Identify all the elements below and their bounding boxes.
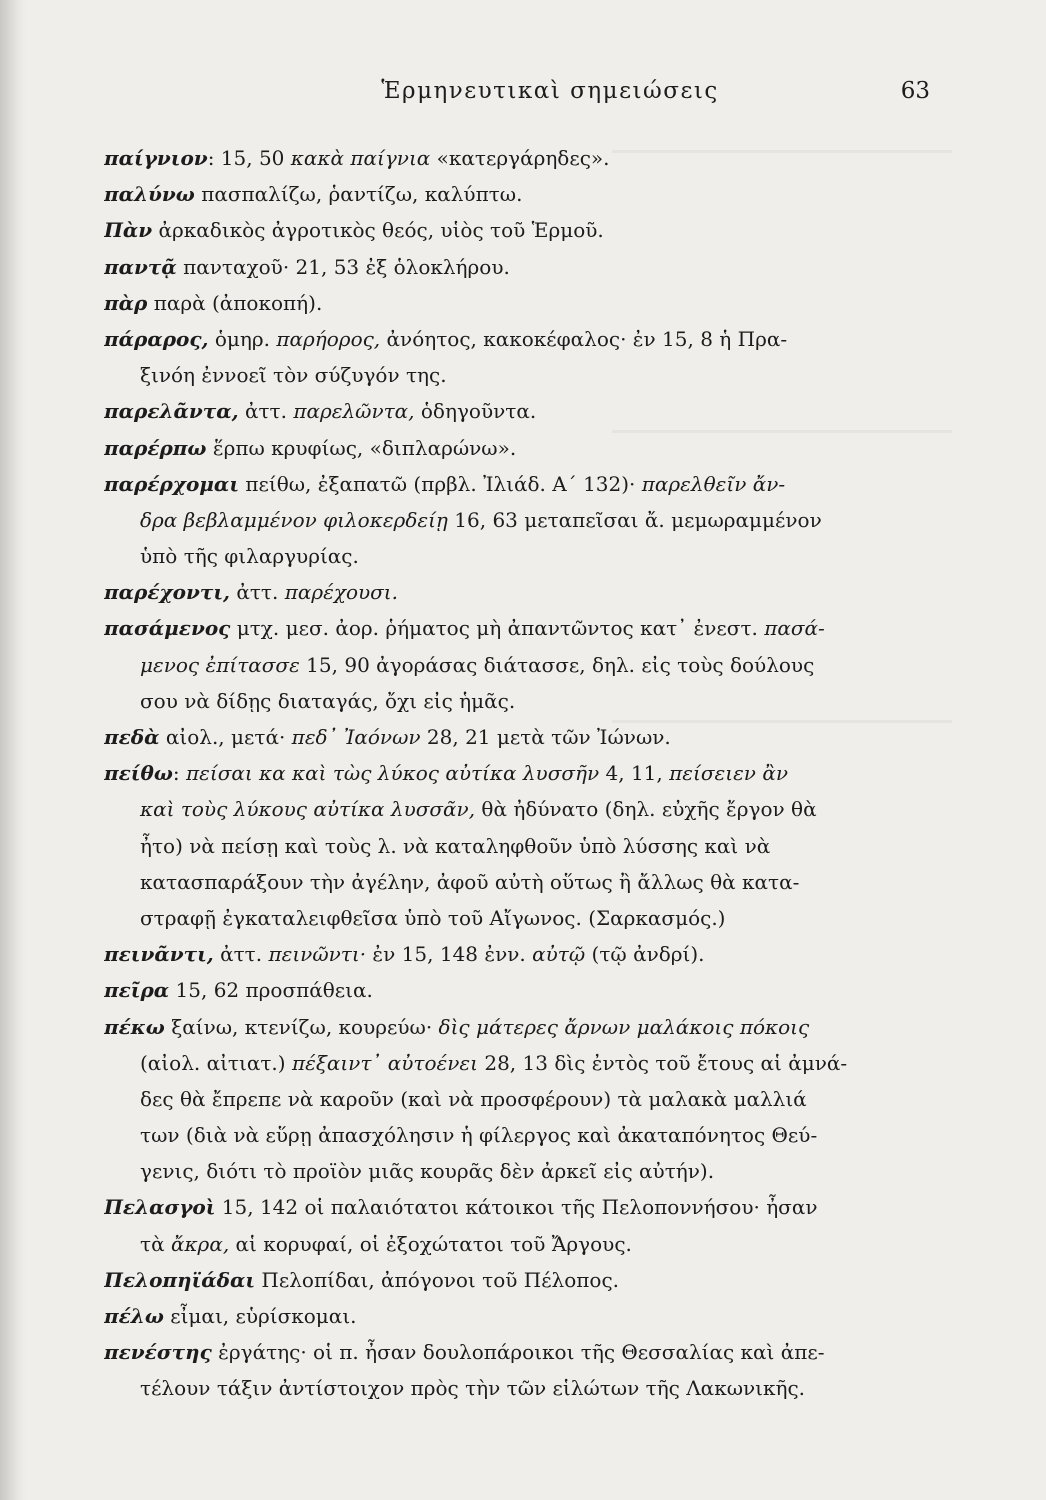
definition-text: 15, 90 ἀγοράσας διάτασσε, δηλ. εἰς τοὺς δούλους — [299, 652, 815, 677]
glossary-entry-line — [104, 936, 940, 972]
definition-text: κατασπαράξουν τὴν ἀγέλην, ἀφοῦ αὐτὴ οὕτως ἢ ἄλλως θὰ κατα- — [140, 869, 800, 894]
italic-citation: αὐτῷ — [532, 942, 586, 967]
definition-text: τὰ — [140, 1231, 171, 1256]
glossary-entry-line — [104, 430, 940, 466]
definition-text: Πελοπίδαι, ἀπόγονοι τοῦ Πέλοπος. — [255, 1267, 620, 1292]
entry-continuation-line — [104, 1153, 940, 1189]
definition-text: 16, 63 μεταπεῖσαι ἄ. μεμωραμμένον — [447, 507, 822, 532]
definition-text: 15, 142 οἱ παλαιότατοι κάτοικοι τῆς Πελοποννήσου· ἦσαν — [215, 1195, 818, 1220]
glossary-entry-line — [104, 321, 940, 357]
italic-citation: πασά- — [764, 616, 825, 641]
headword: πενέστης — [104, 1340, 212, 1365]
italic-citation: μενος ἐπίτασσε — [140, 652, 300, 677]
glossary-entry-line — [104, 393, 940, 429]
definition-text: 28, 13 δὶς ἐντὸς τοῦ ἔτους αἱ ἀμνά- — [478, 1050, 848, 1075]
glossary-entry-line — [104, 1334, 940, 1370]
glossary-entries — [104, 140, 940, 1407]
italic-citation: δὶς μάτερες ἄρνων μαλάκοις πόκοις — [438, 1014, 810, 1039]
definition-text: τέλουν τάξιν ἀντίστοιχον πρὸς τὴν τῶν εἱλώτων τῆς Λακωνικῆς. — [140, 1376, 806, 1401]
definition-text: ἀρκαδικὸς ἀγροτικὸς θεός, υἱὸς τοῦ Ἑρμοῦ. — [152, 218, 604, 243]
definition-text: (τῷ ἀνδρί). — [585, 942, 705, 967]
definition-text: των (διὰ νὰ εὕρῃ ἀπασχόλησιν ἡ φίλεργος καὶ ἀκαταπόνητος Θεύ- — [140, 1123, 818, 1148]
definition-text: ἀττ. — [238, 399, 294, 424]
glossary-entry-line — [104, 1009, 940, 1045]
glossary-entry-line — [104, 972, 940, 1008]
glossary-entry-line — [104, 466, 940, 502]
headword: πὰρ — [104, 290, 148, 315]
glossary-entry-line — [104, 610, 940, 646]
entry-continuation-line — [104, 828, 940, 864]
italic-citation: κακὰ παίγνια — [290, 146, 431, 170]
headword: πεῖρα — [104, 978, 170, 1003]
glossary-entry-line — [104, 176, 940, 212]
definition-text: ἐν 15, 148 ἐνν. — [366, 942, 533, 967]
entry-continuation-line — [104, 864, 940, 900]
headword: πεδὰ — [104, 725, 160, 749]
definition-text: ξινόη ἐννοεῖ τὸν σύζυγόν της. — [140, 363, 447, 388]
definition-text: ἕρπω κρυφίως, «διπλαρώνω». — [206, 435, 517, 460]
glossary-entry-line — [104, 1189, 940, 1225]
headword: παρέχοντι, — [104, 580, 230, 605]
definition-text: μτχ. μεσ. ἀορ. ῥήματος μὴ ἀπαντῶντος κατ᾽ ἐνεστ. — [230, 616, 765, 641]
entry-continuation-line — [104, 683, 940, 719]
glossary-entry-line — [104, 1298, 940, 1334]
definition-text: (αἰολ. αἰτιατ.) — [140, 1050, 292, 1075]
definition-text: εἶμαι, εὑρίσκομαι. — [163, 1304, 357, 1328]
definition-text: : — [172, 761, 186, 786]
book-gutter-shadow — [0, 0, 26, 1500]
entry-continuation-line — [104, 900, 940, 936]
definition-text: πασπαλίζω, ῥαντίζω, καλύπτω. — [194, 182, 523, 207]
headword: παλύνω — [104, 182, 195, 207]
headword: πεινᾶντι, — [104, 942, 214, 967]
headword: παρελᾶντα, — [104, 399, 239, 424]
entry-continuation-line — [104, 1045, 940, 1081]
definition-text: σου νὰ δίδῃς διαταγάς, ὄχι εἰς ἡμᾶς. — [140, 688, 516, 713]
definition-text: ὁδηγοῦντα. — [414, 399, 537, 424]
italic-citation: πέξαιντ᾽ αὐτοένει — [291, 1050, 478, 1075]
definition-text: ἀνόητος, κακοκέφαλος· ἐν 15, 8 ἡ Πρα- — [380, 326, 788, 351]
italic-citation: πείσειεν ἂν — [669, 761, 788, 786]
definition-text: παρὰ (ἀποκοπή). — [147, 290, 323, 315]
glossary-entry-line — [104, 574, 940, 610]
definition-text: ὁμηρ. — [208, 326, 277, 351]
entry-continuation-line — [104, 791, 940, 827]
definition-text: θὰ ἠδύνατο (δηλ. εὐχῆς ἔργον θὰ — [475, 797, 817, 822]
italic-citation: πεδ᾽ Ἰαόνων — [291, 725, 421, 749]
italic-citation: ἄκρα, — [170, 1231, 230, 1256]
definition-text: ὑπὸ τῆς φιλαργυρίας. — [140, 544, 359, 569]
entry-continuation-line — [104, 538, 940, 574]
definition-text: 28, 21 μετὰ τῶν Ἰώνων. — [420, 725, 671, 749]
headword: πέλω — [104, 1304, 164, 1328]
italic-citation: καὶ τοὺς λύκους αὐτίκα λυσσᾶν, — [140, 797, 476, 822]
definition-text: ἀττ. — [229, 580, 285, 605]
page-number: 63 — [900, 78, 930, 104]
headword: πάραρος, — [104, 326, 209, 351]
glossary-entry-line — [104, 249, 940, 285]
entry-continuation-line — [104, 647, 940, 683]
italic-citation: δρα βεβλαμμένον φιλοκερδείῃ — [140, 507, 448, 532]
entry-continuation-line — [104, 1081, 940, 1117]
definition-text: στραφῇ ἐγκαταλειφθεῖσα ὑπὸ τοῦ Αἴγωνος. (Σαρκασμός.) — [140, 905, 726, 930]
definition-text: «κατεργάρηδες». — [430, 146, 610, 170]
headword: Πὰν — [104, 218, 153, 243]
italic-citation: παρελθεῖν ἄν- — [641, 471, 786, 496]
definition-text: δες θὰ ἔπρεπε νὰ καροῦν (καὶ νὰ προσφέρουν) τὰ μαλακὰ μαλλιά — [140, 1086, 807, 1111]
headword: Πελασγοὶ — [104, 1195, 216, 1220]
glossary-entry-line — [104, 755, 940, 791]
definition-text: ἦτο) νὰ πείσῃ καὶ τοὺς λ. νὰ καταληφθοῦν ὑπὸ λύσσης καὶ νὰ — [140, 833, 771, 858]
entry-continuation-line — [104, 357, 940, 393]
definition-text: αἰολ., μετά· — [159, 725, 292, 749]
entry-continuation-line — [104, 1117, 940, 1153]
headword: παίγνιον — [104, 146, 208, 170]
definition-text: αἱ κορυφαί, οἱ ἐξοχώτατοι τοῦ Ἄργους. — [229, 1231, 632, 1256]
definition-text: ξαίνω, κτενίζω, κουρεύω· — [164, 1014, 439, 1039]
running-title: Ἑρμηνευτικαὶ σημειώσεις — [381, 78, 719, 104]
glossary-entry-line — [104, 1262, 940, 1298]
headword: Πελοπηϊάδαι — [104, 1267, 256, 1292]
headword: πασάμενος — [104, 616, 231, 641]
glossary-entry-line — [104, 285, 940, 321]
headword: παρέρπω — [104, 435, 207, 460]
glossary-entry-line — [104, 719, 940, 755]
definition-text: πανταχοῦ· 21, 53 ἐξ ὁλοκλήρου. — [176, 254, 510, 279]
italic-citation: πείσαι κα καὶ τὼς λύκος αὐτίκα λυσσῆν — [185, 761, 600, 786]
italic-citation: παρέχουσι. — [284, 580, 398, 605]
headword: παντᾷ — [104, 254, 177, 279]
definition-text: ἀττ. — [213, 942, 269, 967]
headword: παρέρχομαι — [104, 471, 239, 496]
entry-continuation-line — [104, 1370, 940, 1406]
definition-text: πείθω, ἐξαπατῶ (πρβλ. Ἰλιάδ. Α΄ 132)· — [239, 471, 642, 496]
headword: πείθω — [104, 761, 173, 786]
definition-text: ἐργάτης· οἱ π. ἦσαν δουλοπάροικοι τῆς Θεσσαλίας καὶ ἀπε- — [211, 1340, 825, 1365]
italic-citation: παρήορος, — [276, 326, 381, 351]
italic-citation: πεινῶντι· — [268, 942, 367, 967]
glossary-entry-line — [104, 212, 940, 248]
glossary-entry-line — [104, 140, 940, 176]
definition-text: : 15, 50 — [207, 146, 291, 170]
entry-continuation-line — [104, 1226, 940, 1262]
definition-text: 4, 11, — [599, 761, 670, 786]
headword: πέκω — [104, 1014, 165, 1039]
definition-text: γενις, διότι τὸ προϊὸν μιᾶς κουρᾶς δὲν ἀρκεῖ εἰς αὐτήν). — [140, 1159, 715, 1184]
entry-continuation-line — [104, 502, 940, 538]
italic-citation: παρελῶντα, — [293, 399, 415, 424]
definition-text: 15, 62 προσπάθεια. — [169, 978, 373, 1003]
